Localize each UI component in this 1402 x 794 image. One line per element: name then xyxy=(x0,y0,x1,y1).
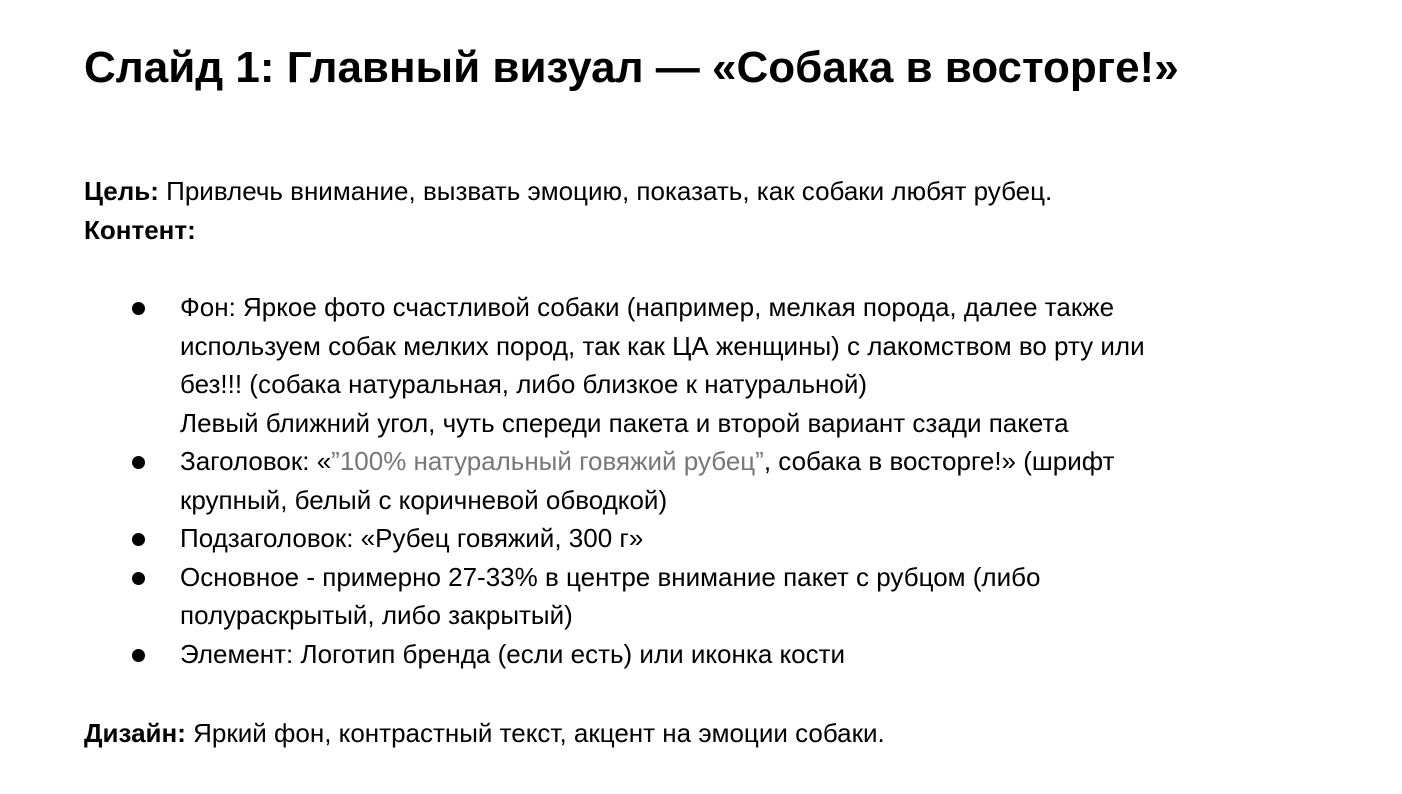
bullet-line: Фон: Яркое фото счастливой собаки (например, мелкая порода, далее также xyxy=(180,292,1115,322)
bullet-line: используем собак мелких пород, так как ЦА женщины) с лакомством во рту или xyxy=(180,330,1145,361)
bullet-dot-icon xyxy=(132,572,145,585)
spacer xyxy=(84,249,1304,288)
bullet-dot-icon xyxy=(132,456,145,469)
goal-text: Привлечь внимание, вызвать эмоцию, показать, как собаки любят рубец. xyxy=(158,176,1053,206)
bullet-background xyxy=(84,288,1304,442)
bullet-line: крупный, белый с коричневой обводкой) xyxy=(180,484,668,515)
bullet-main xyxy=(84,558,1304,635)
slide-title: Слайд 1: Главный визуал — «Собака в восторге!» xyxy=(84,43,1179,92)
bullet-line xyxy=(180,442,1304,481)
design-label: Дизайн: xyxy=(84,718,186,748)
content-label: Контент: xyxy=(84,214,196,245)
bullet-line: полураскрытый, либо закрытый) xyxy=(180,600,573,630)
bullet-line: Основное - примерно 27-33% в центре внимание пакет с рубцом (либо xyxy=(180,561,1041,592)
headline-highlight: ”100% натуральный говяжий рубец” xyxy=(331,446,764,476)
headline-suffix: , собака в восторге!» (шрифт xyxy=(763,446,1115,476)
bullet-line: Подзаголовок: «Рубец говяжий, 300 г» xyxy=(180,523,644,553)
bullet-subheadline xyxy=(84,519,1304,558)
bullet-line: без!!! (собака натуральная, либо близкое к натуральной) xyxy=(180,369,868,399)
bullet-dot-icon xyxy=(132,302,145,315)
bullet-headline xyxy=(84,442,1304,519)
slide-body xyxy=(84,172,1304,673)
bullet-dot-icon xyxy=(132,533,145,546)
bullet-line: Элемент: Логотип бренда (если есть) или иконка кости xyxy=(180,638,846,669)
bullet-element xyxy=(84,635,1304,674)
content-bullet-list xyxy=(84,288,1304,673)
headline-prefix: Заголовок: « xyxy=(180,446,332,476)
design-paragraph xyxy=(84,714,885,752)
bullet-dot-icon xyxy=(132,649,145,662)
design-text: Яркий фон, контрастный текст, акцент на эмоции собаки. xyxy=(185,718,885,748)
goal-label: Цель: xyxy=(84,176,159,206)
goal-paragraph xyxy=(84,172,1304,211)
bullet-line: Левый ближний угол, чуть спереди пакета и второй вариант сзади пакета xyxy=(180,407,1069,438)
